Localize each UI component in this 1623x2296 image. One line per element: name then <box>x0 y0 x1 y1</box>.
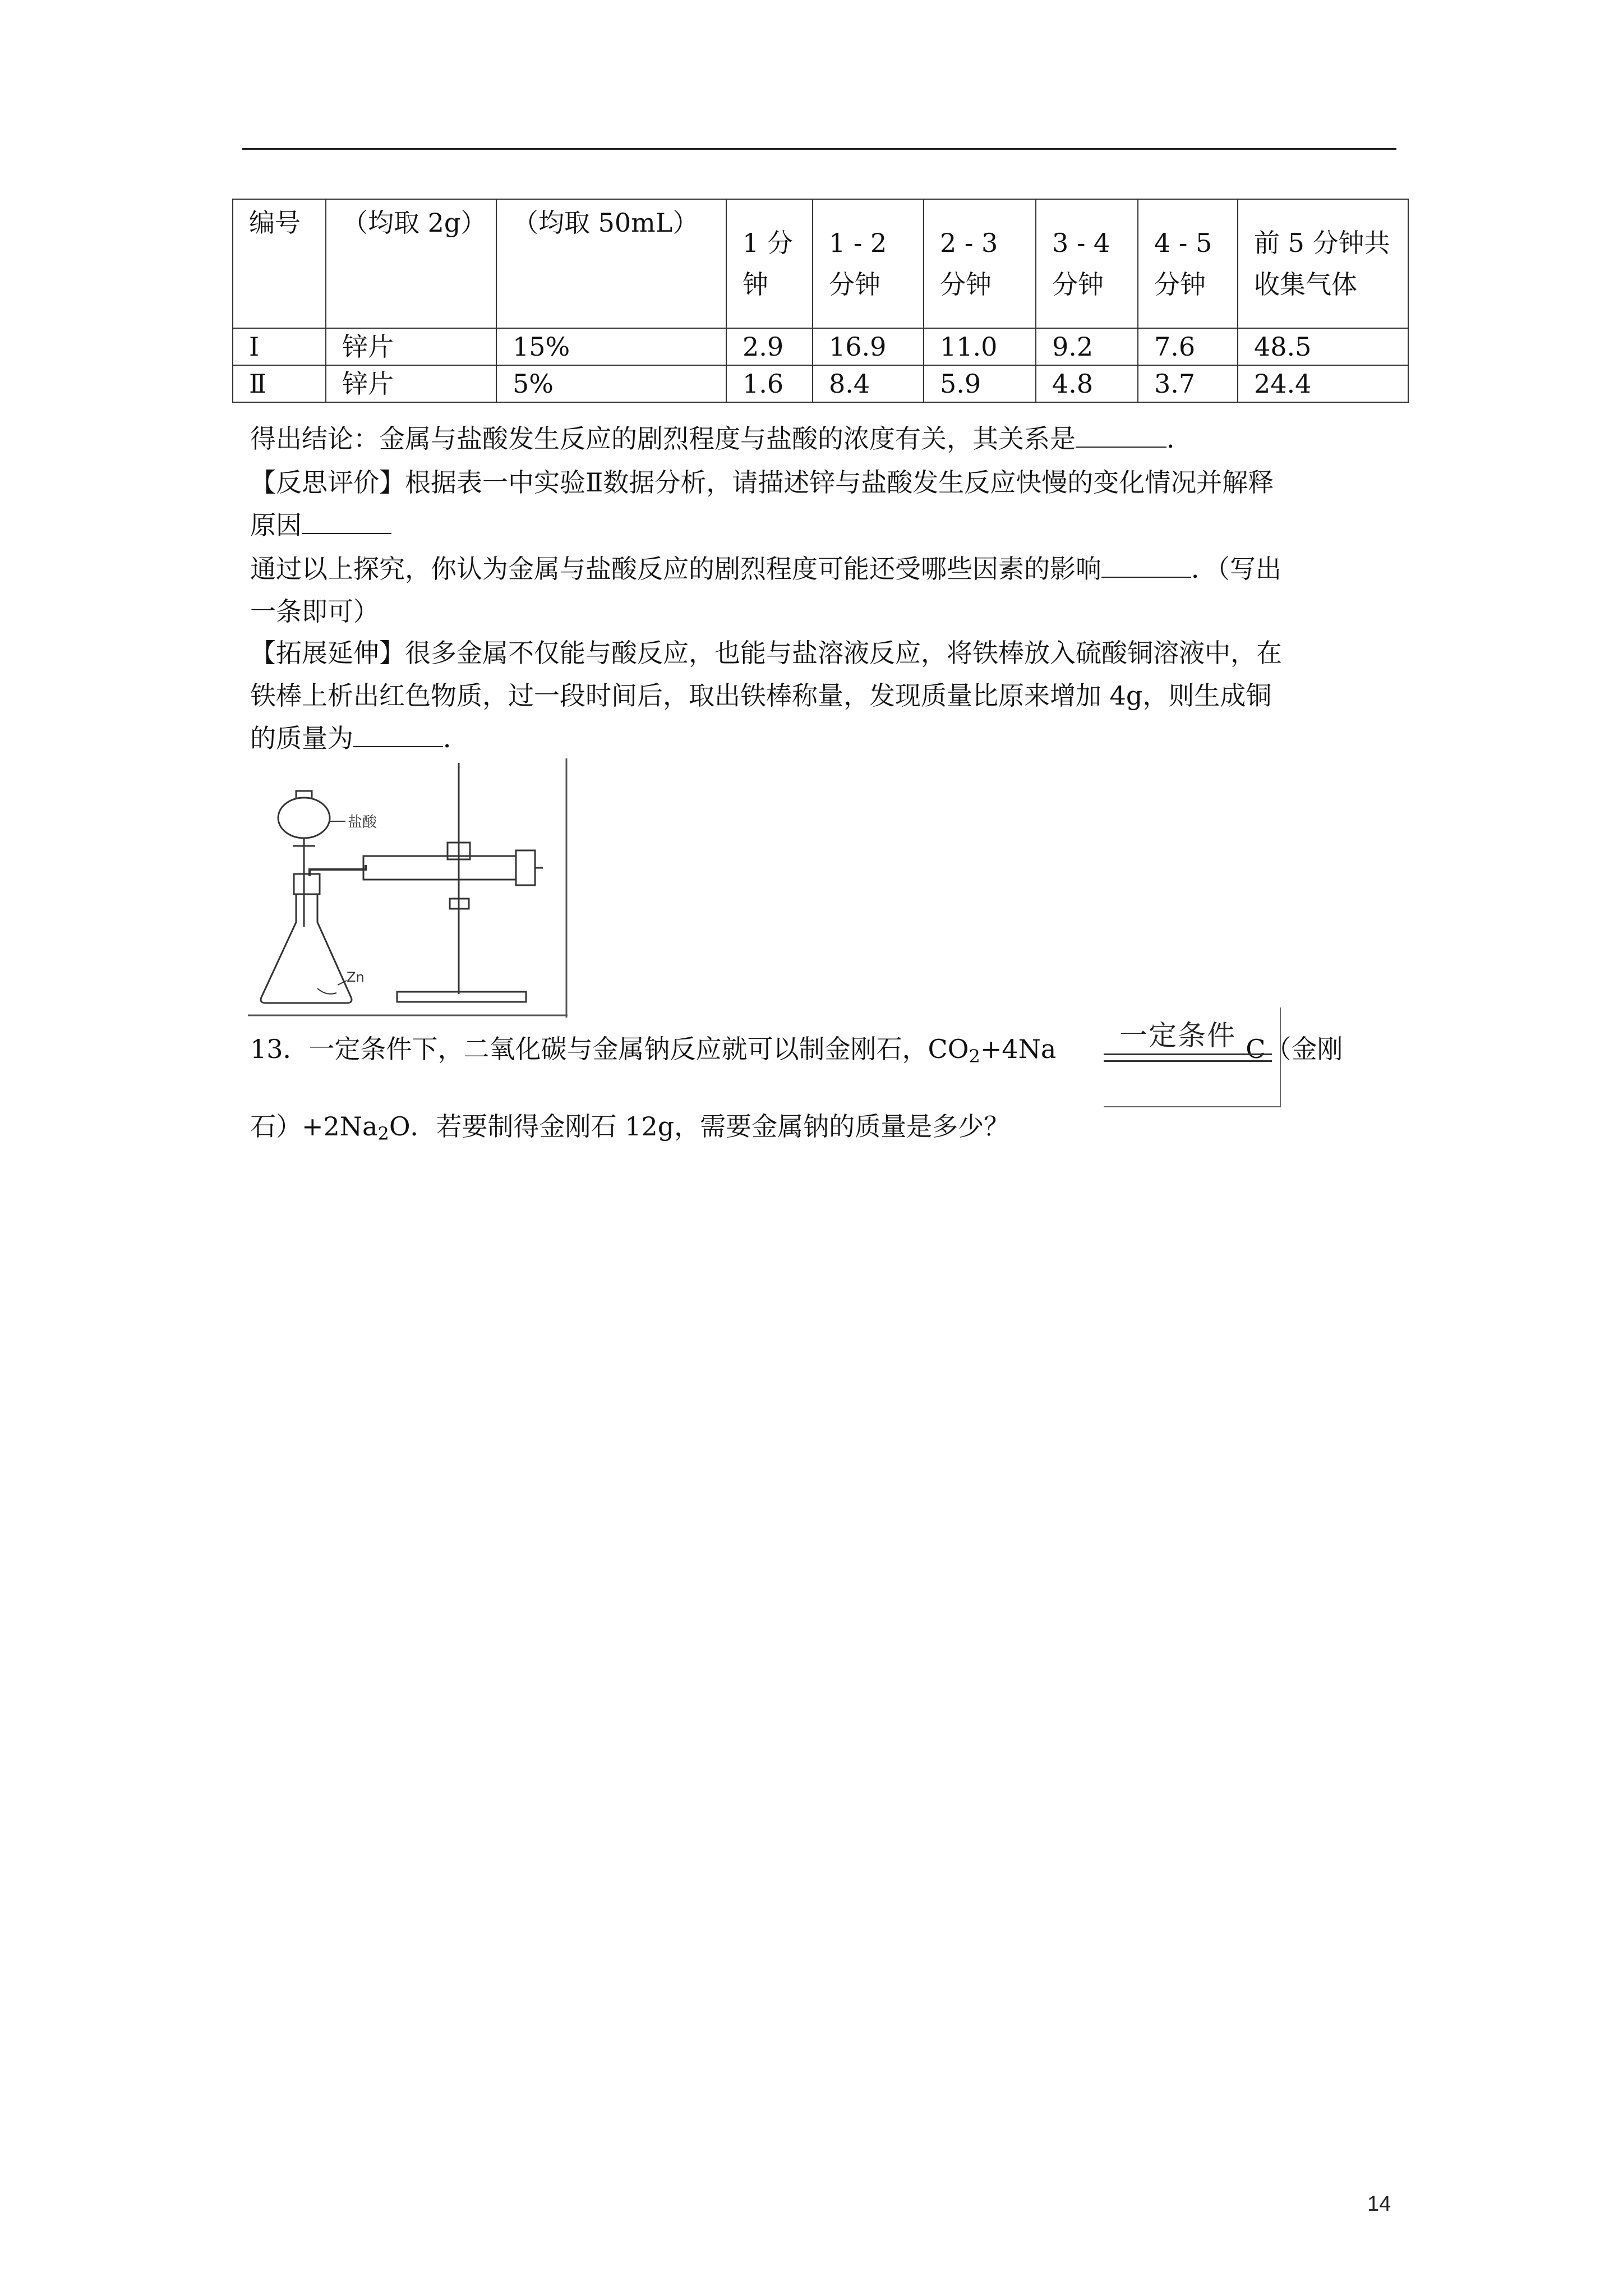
factors-paragraph <box>250 547 1400 633</box>
question-13-line-2b: O．若要制得金刚石 12g，需要金属钠的质量是多少？ <box>389 1111 1010 1142</box>
apparatus-figure <box>248 758 568 1018</box>
table-cell: 15% <box>496 328 726 365</box>
reflection-line-1: 【反思评价】根据表一中实验Ⅱ数据分析，请描述锌与盐酸发生反应快慢的变化情况并解释 <box>250 467 1274 498</box>
answer-blank[interactable] <box>1101 556 1191 578</box>
table-cell: 4.8 <box>1036 365 1138 402</box>
table-cell: Ⅱ <box>233 365 326 402</box>
table-header-cell: 2 - 3 分钟 <box>924 199 1036 328</box>
table-cell: 3.7 <box>1138 365 1238 402</box>
equals-line-top <box>1104 1053 1272 1055</box>
na2o-subscript: 2 <box>377 1123 389 1144</box>
extension-paragraph <box>250 632 1400 760</box>
table-row <box>233 365 1408 402</box>
separatory-funnel-icon <box>278 791 330 927</box>
table-cell: 1.6 <box>726 365 813 402</box>
factors-line-2: 一条即可） <box>250 596 379 627</box>
question-13-line-2a: 石）+2Na <box>250 1111 378 1142</box>
co2-subscript: 2 <box>969 1046 980 1067</box>
question-13-line-2 <box>250 1105 1400 1148</box>
answer-blank[interactable] <box>302 513 391 534</box>
factors-line-1-tail: ．（写出 <box>1191 554 1281 584</box>
table-header-cell: 1 分钟 <box>726 199 813 328</box>
reflection-line-2: 原因 <box>250 510 302 540</box>
acid-label: 盐酸 <box>348 814 377 831</box>
question-13-product: C（金刚 <box>1246 1034 1343 1064</box>
table-cell: 11.0 <box>924 328 1036 365</box>
table-cell: 7.6 <box>1138 328 1238 365</box>
reaction-condition-label: 一定条件 <box>1119 1019 1236 1052</box>
reaction-rate-table <box>232 199 1409 403</box>
table-cell: 5.9 <box>924 365 1036 402</box>
extension-line-3: 的质量为 <box>250 723 353 753</box>
table-cell: 16.9 <box>813 328 924 365</box>
conclusion-text: 得出结论：金属与盐酸发生反应的剧烈程度与盐酸的浓度有关，其关系是 <box>250 424 1076 454</box>
table-header-cell: 1 - 2 分钟 <box>813 199 924 328</box>
question-13-line-1: 13．一定条件下，二氧化碳与金属钠反应就可以制金刚石，CO <box>250 1034 969 1064</box>
page-number: 14 <box>1367 2192 1391 2216</box>
period: ． <box>1166 424 1192 454</box>
table-cell: 9.2 <box>1036 328 1138 365</box>
table-cell: 24.4 <box>1238 365 1408 402</box>
iron-stand-icon <box>397 763 526 1002</box>
table-header-cell: 4 - 5 分钟 <box>1138 199 1238 328</box>
table-header-row <box>233 199 1408 328</box>
period: ． <box>443 723 469 753</box>
table-cell: 8.4 <box>813 365 924 402</box>
answer-blank[interactable] <box>1076 426 1166 448</box>
header-rule <box>242 148 1396 150</box>
answer-blank[interactable] <box>353 726 443 747</box>
zinc-pieces <box>317 988 336 994</box>
table-header-cell: （均取 50mL） <box>496 199 726 328</box>
table-header-cell: 3 - 4 分钟 <box>1036 199 1138 328</box>
equals-line-bottom <box>1104 1060 1272 1062</box>
condition-frame-side <box>1280 1007 1281 1107</box>
syringe-icon <box>363 850 543 885</box>
extension-line-1: 【拓展延伸】很多金属不仅能与酸反应，也能与盐溶液反应，将铁棒放入硫酸铜溶液中，在 <box>250 638 1282 668</box>
extension-line-2: 铁棒上析出红色物质，过一段时间后，取出铁棒称量，发现质量比原来增加 4g，则生成铜 <box>250 680 1272 711</box>
question-13-reactant: +4Na <box>980 1034 1057 1064</box>
table-cell: 锌片 <box>326 328 496 365</box>
reaction-condition-arrow <box>1104 1007 1281 1107</box>
table-header-cell: 编号 <box>233 199 326 328</box>
table-cell: Ⅰ <box>233 328 326 365</box>
reflection-paragraph <box>250 461 1400 546</box>
conclusion-paragraph <box>250 417 1400 460</box>
table-cell: 锌片 <box>326 365 496 402</box>
table-cell: 5% <box>496 365 726 402</box>
conical-flask-icon <box>261 874 352 1003</box>
table-row <box>233 328 1408 365</box>
table-cell: 2.9 <box>726 328 813 365</box>
zn-label: Zn <box>347 969 365 985</box>
table-header-cell: 前 5 分钟共收集气体 <box>1238 199 1408 328</box>
factors-line-1: 通过以上探究，你认为金属与盐酸反应的剧烈程度可能还受哪些因素的影响 <box>250 554 1101 584</box>
table-cell: 48.5 <box>1238 328 1408 365</box>
table-header-cell: （均取 2g） <box>326 199 496 328</box>
